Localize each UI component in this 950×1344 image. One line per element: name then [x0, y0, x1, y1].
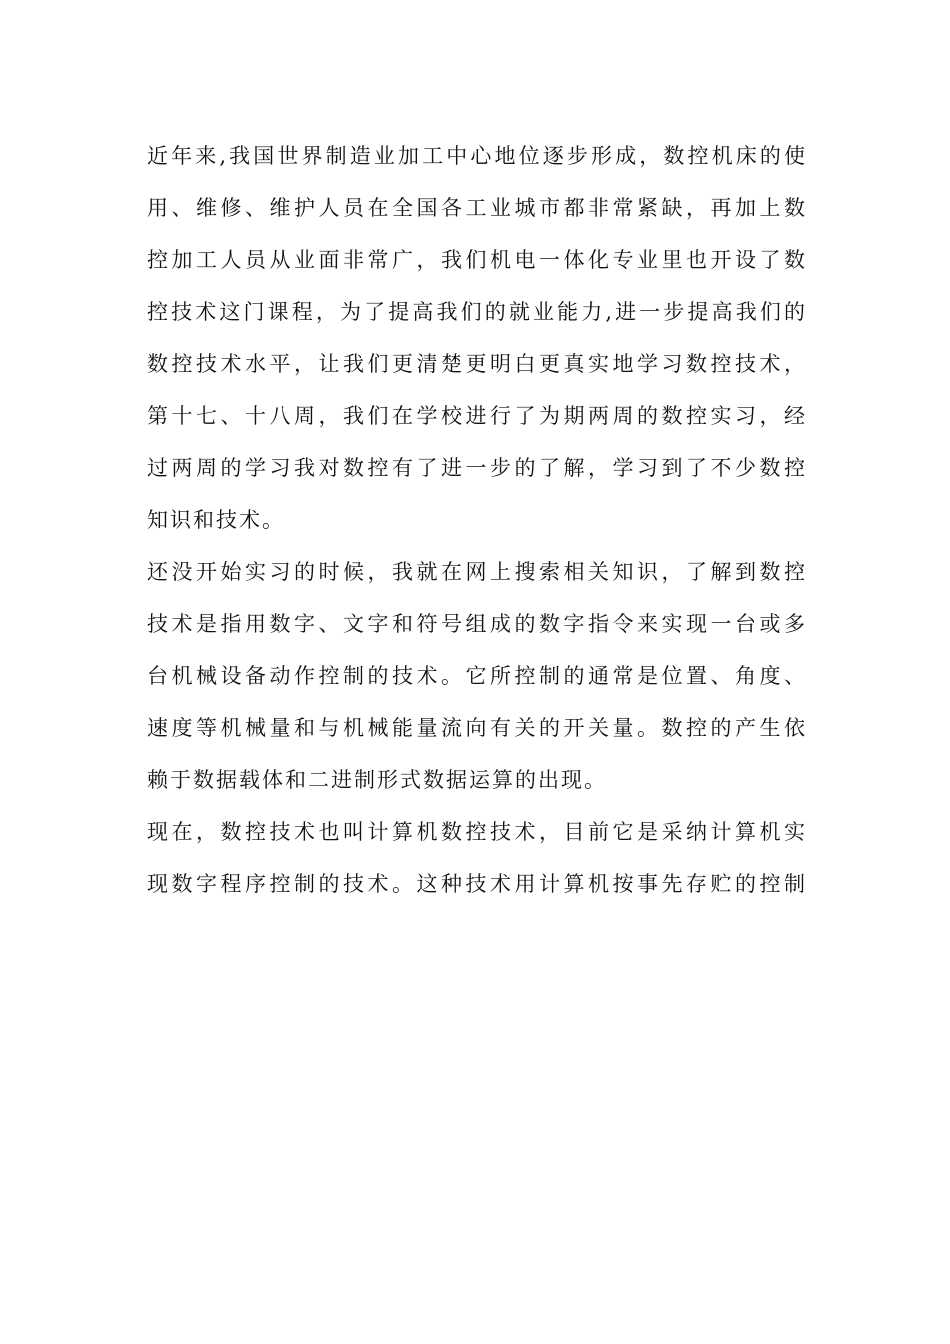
text-line: 现数字程序控制的技术。这种技术用计算机按事先存贮的控制	[147, 872, 807, 896]
text-line: 近年来,我国世界制造业加工中心地位逐步形成，数控机床的使	[147, 144, 807, 168]
paragraph-2	[147, 546, 807, 806]
paragraph-1	[147, 130, 807, 546]
text-line: 速度等机械量和与机械能量流向有关的开关量。数控的产生依	[147, 716, 807, 740]
text-line: 控加工人员从业面非常广，我们机电一体化专业里也开设了数	[147, 248, 807, 272]
text-line: 知识和技术。	[147, 508, 285, 532]
text-line: 数控技术水平，让我们更清楚更明白更真实地学习数控技术，	[147, 352, 807, 376]
paragraph-3	[147, 806, 807, 910]
text-line: 控技术这门课程，为了提高我们的就业能力,进一步提高我们的	[147, 300, 807, 324]
text-line: 还没开始实习的时候，我就在网上搜索相关知识，了解到数控	[147, 560, 807, 584]
text-line: 技术是指用数字、文字和符号组成的数字指令来实现一台或多	[147, 612, 807, 636]
body-text	[147, 130, 807, 910]
text-line: 用、维修、维护人员在全国各工业城市都非常紧缺，再加上数	[147, 196, 807, 220]
text-line: 赖于数据载体和二进制形式数据运算的出现。	[147, 768, 607, 792]
text-line: 现在，数控技术也叫计算机数控技术，目前它是采纳计算机实	[147, 820, 807, 844]
text-line: 台机械设备动作控制的技术。它所控制的通常是位置、角度、	[147, 664, 807, 688]
text-line: 过两周的学习我对数控有了进一步的了解，学习到了不少数控	[147, 456, 807, 480]
text-line: 第十七、十八周，我们在学校进行了为期两周的数控实习，经	[147, 404, 807, 428]
